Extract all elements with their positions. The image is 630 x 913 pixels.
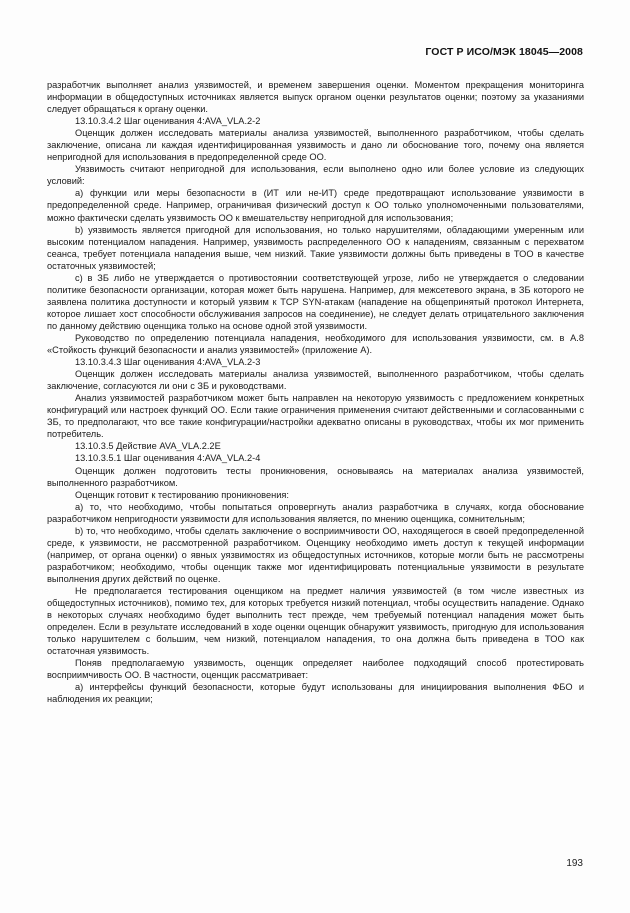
- paragraph: Оценщик должен подготовить тесты проникновения, основываясь на материалах анализа уязвимостей, выполненного разработчиком.: [47, 465, 584, 488]
- section-heading: 13.10.3.5 Действие AVA_VLA.2.2E: [75, 441, 221, 452]
- section-heading: 13.10.3.4.2 Шаг оценивания 4:AVA_VLA.2-2: [75, 116, 261, 127]
- paragraph: Уязвимость считают непригодной для использования, если выполнено одно или более условие из следующих условий:: [47, 164, 584, 187]
- paragraph: Анализ уязвимостей разработчиком может быть направлен на некоторую уязвимость с предложением конкретных конфигураций или настроек функций ОО. Если такие ограничения применения считают действенными и согласованными с ЗБ, то предполагают, что все такие конфигурации/настройки адекватно описаны в руководствах, чтобы их мог применить потребитель.: [47, 393, 584, 440]
- section-heading: 13.10.3.4.3 Шаг оценивания 4:AVA_VLA.2-3: [75, 357, 261, 368]
- section-heading: 13.10.3.5.1 Шаг оценивания 4:AVA_VLA.2-4: [75, 453, 261, 464]
- paragraph: Не предполагается тестирования оценщиком на предмет наличия уязвимостей (в том числе известных из общедоступных источников), помимо тех, для которых требуется низкий потенциал, чтобы осуществить нападение. Однако в некоторых случаях необходимо будет выполнить тест прежде, чем требуемый потенциал нападения может быть определен. Если в результате исследований в ходе оценки оценщик обнаружит уязвимость, пригодную для использования только нарушителем с большим, чем низкий, потенциалом нападения, то она должна быть приведена в ТОО как остаточная уязвимость.: [47, 585, 584, 657]
- page-number: 193: [566, 858, 583, 869]
- paragraph: Поняв предполагаемую уязвимость, оценщик определяет наиболее подходящий способ протестировать восприимчивость ОО. В частности, оценщик рассматривает:: [47, 658, 584, 681]
- list-item: a) интерфейсы функций безопасности, которые будут использованы для инициирования выполнения ФБО и наблюдения их реакции;: [47, 682, 584, 705]
- list-item: b) то, что необходимо, чтобы сделать заключение о восприимчивости ОО, находящегося в своей предопределенной среде, к уязвимости, не рассмотренной разработчиком. Оценщику необходимо иметь доступ к текущей информации (например, от органа оценки) о явных уязвимостях из общедоступных источников, которые могли быть не рассмотрены разработчиком; необходимо, чтобы оценщик также мог идентифицировать потенциальные уязвимости в результате выполнения других действий по оценке.: [47, 525, 584, 584]
- body-text: [47, 79, 584, 705]
- paragraph: Оценщик должен исследовать материалы анализа уязвимостей, выполненного разработчиком, чтобы сделать заключение, согласуются ли они с ЗБ и руководствами.: [47, 369, 584, 392]
- document-header: ГОСТ Р ИСО/МЭК 18045—2008: [425, 46, 583, 58]
- paragraph: разработчик выполняет анализ уязвимостей, и временем завершения оценки. Моментом прекращения мониторинга информации в общедоступных источниках является выпуск органом оценки результатов оценки; поэтому за указаниями следует обращаться к органу оценки.: [47, 80, 584, 115]
- list-item: a) функции или меры безопасности в (ИТ или не-ИТ) среде предотвращают использование уязвимости в предопределенной среде. Например, ограничивая физический доступ к ОО только уполномоченными пользователями, можно фактически сделать уязвимость ОО к вмешательству непригодной для использования;: [47, 188, 584, 223]
- paragraph: Оценщик должен исследовать материалы анализа уязвимостей, выполненного разработчиком, чтобы сделать заключение, описана ли каждая идентифицированная уязвимость и дано ли обоснование того, почему она является непригодной для использования в предопределенной среде ОО.: [47, 128, 584, 163]
- list-item: c) в ЗБ либо не утверждается о противостоянии соответствующей угрозе, либо не утверждается о следовании политике безопасности организации, которая может быть нарушена. Например, для межсетевого экрана, в ЗБ которого не заявлена политика доступности и который уязвим к TCP SYN-атакам (нападение на общепринятый протокол Интернета, которое лишает хост способности обслуживания запросов на соединение), не следует делать отрицательного заключения по данному действию оценщика только на основе одной этой уязвимости.: [47, 272, 584, 331]
- list-item: b) уязвимость является пригодной для использования, но только нарушителями, обладающими умеренным или высоким потенциалом нападения. Например, уязвимость распределенного ОО к нападениям, связанным с перехватом сеанса, требует потенциала нападения выше, чем низкий. Такие уязвимости должны быть приведены в ТОО в качестве остаточных уязвимостей;: [47, 224, 584, 271]
- paragraph: Оценщик готовит к тестированию проникновения:: [75, 489, 289, 500]
- paragraph: Руководство по определению потенциала нападения, необходимого для использования уязвимости, см. в А.8 «Стойкость функций безопасности и анализ уязвимостей» (приложение А).: [47, 332, 584, 356]
- list-item: a) то, что необходимо, чтобы попытаться опровергнуть анализ разработчика в случаях, когда обоснование разработчиком непригодности уязвимости для использования является, по мнению оценщика, сомнительным;: [47, 501, 584, 524]
